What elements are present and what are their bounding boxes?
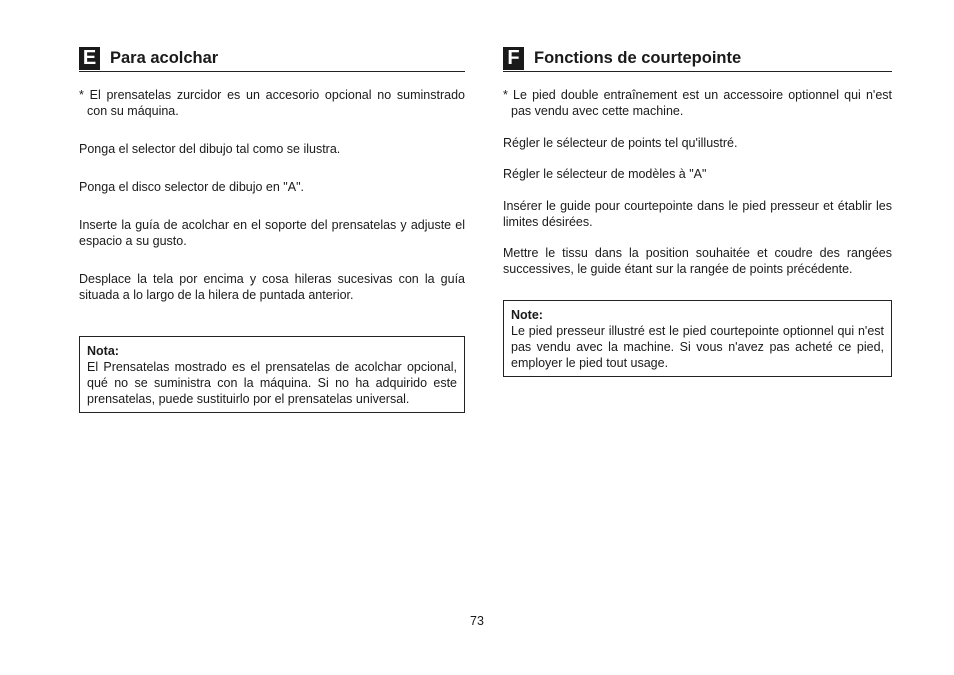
language-badge-es: E [79, 47, 100, 70]
note-text-es: El Prensatelas mostrado es el prensatelas de acolchar opcional, qué no se suministra con la máquina. Si no ha adquirido este prensatelas, puede sustituirlo por el prensatelas universal. [87, 360, 457, 406]
spanish-column [79, 46, 465, 406]
footnote-fr: * Le pied double entraînement est un accessoire optionnel qui n'est pas vendu avec cette machine. [503, 88, 892, 118]
step-3-fr: Insérer le guide pour courtepointe dans le pied presseur et établir les limites désirées. [503, 199, 892, 229]
language-badge-fr: F [503, 47, 524, 70]
footnote-es: * El prensatelas zurcidor es un accesorio opcional no suminstrado con su máquina. [79, 88, 465, 118]
section-title-fr: Fonctions de courtepointe [534, 49, 742, 67]
note-title-fr: Note: [511, 308, 543, 322]
french-column [503, 46, 892, 370]
step-2-es: Ponga el disco selector de dibujo en "A". [79, 180, 304, 194]
step-2-fr: Régler le sélecteur de modèles à "A" [503, 167, 707, 181]
step-4-fr: Mettre le tissu dans la position souhaitée et coudre des rangées successives, le guide étant sur la rangée de points précédente. [503, 246, 892, 276]
section-header-es [79, 46, 465, 72]
note-box-es [79, 336, 465, 413]
note-title-es: Nota: [87, 344, 119, 358]
step-4-es: Desplace la tela por encima y cosa hileras sucesivas con la guía situada a lo largo de la hilera de puntada anterior. [79, 272, 465, 302]
section-header-fr [503, 46, 892, 72]
step-1-fr: Régler le sélecteur de points tel qu'illustré. [503, 136, 738, 150]
note-text-fr: Le pied presseur illustré est le pied courtepointe optionnel qui n'est pas vendu avec la machine. Si vous n'avez pas acheté ce pied, employer le pied tout usage. [511, 324, 884, 370]
section-title-es: Para acolchar [110, 49, 219, 67]
step-1-es: Ponga el selector del dibujo tal como se ilustra. [79, 142, 341, 156]
step-3-es: Inserte la guía de acolchar en el soporte del prensatelas y adjuste el espacio a su gusto. [79, 218, 465, 248]
page-number: 73 [470, 614, 484, 628]
note-box-fr [503, 300, 892, 377]
